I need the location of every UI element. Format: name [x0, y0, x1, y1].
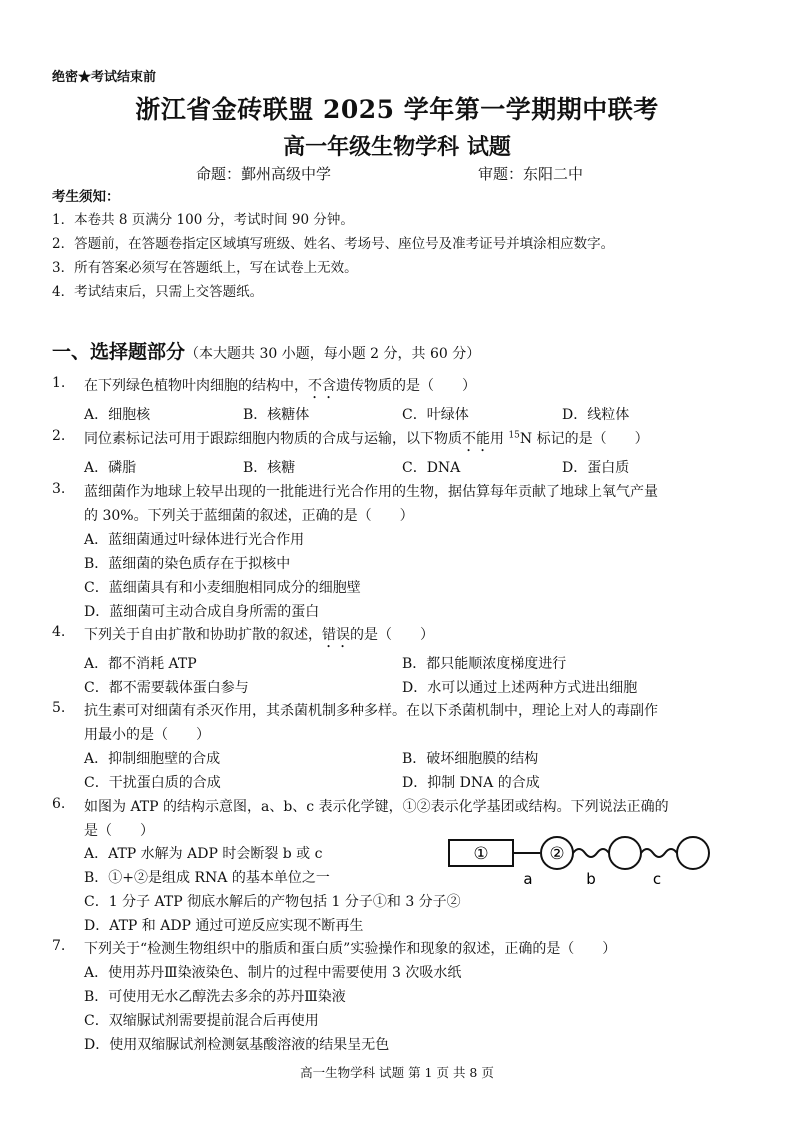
option-b: B．①+②是组成 RNA 的基本单位之一 — [84, 870, 330, 886]
notice-item: 1．本卷共 8 页满分 100 分，考试时间 90 分钟。 — [52, 212, 354, 228]
atp-structure-diagram — [440, 834, 720, 890]
option-a: A．细胞核 — [84, 407, 151, 423]
option-d: D．线粒体 — [562, 407, 630, 423]
bond-a-label: a — [523, 870, 533, 888]
option-c: C．干扰蛋白质的合成 — [84, 775, 221, 791]
option-c: C．DNA — [402, 460, 461, 476]
question-number: 7. — [52, 938, 66, 954]
option-a: A．蓝细菌通过叶绿体进行光合作用 — [84, 532, 305, 548]
question-4-stem: 下列关于自由扩散和协助扩散的叙述，错误的是（ ） — [84, 627, 434, 643]
option-d: D．蓝细菌可主动合成自身所需的蛋白 — [84, 604, 320, 620]
bond-b — [573, 849, 609, 857]
option-c: C．1 分子 ATP 彻底水解后的产物包括 1 分子①和 3 分子② — [84, 894, 461, 910]
option-a: A．都不消耗 ATP — [84, 656, 197, 672]
notice-item: 4．考试结束后，只需上交答题纸。 — [52, 284, 264, 300]
option-a: A．ATP 水解为 ADP 时会断裂 b 或 c — [84, 846, 323, 862]
question-number: 2. — [52, 428, 66, 444]
question-1-stem: 在下列绿色植物叶肉细胞的结构中，不含遗传物质的是（ ） — [84, 378, 476, 394]
question-2-stem: 同位素标记法可用于跟踪细胞内物质的合成与运输，以下物质不能用 $^{15}$N 标记的是（ ） — [84, 430, 649, 447]
question-6-stem-line1: 如图为 ATP 的结构示意图，a、b、c 表示化学键，①②表示化学基团或结构。下列说法正确的 — [84, 799, 669, 815]
section-title-sub: （本大题共 30 小题，每小题 2 分，共 60 分） — [185, 346, 481, 362]
option-b: B．都只能顺浓度梯度进行 — [402, 656, 567, 672]
question-3-stem-line2: 的 30%。下列关于蓝细菌的叙述，正确的是（ ） — [84, 508, 414, 524]
secret-mark: 绝密★考试结束前 — [52, 70, 157, 85]
option-b: B．蓝细菌的染色质存在于拟核中 — [84, 556, 291, 572]
question-7-stem: 下列关于“检测生物组织中的脂质和蛋白质”实验操作和现象的叙述，正确的是（ ） — [84, 941, 617, 957]
option-d: D．使用双缩脲试剂检测氨基酸溶液的结果呈无色 — [84, 1037, 390, 1053]
emphasis: 错误 — [322, 627, 350, 643]
page-footer: 高一生物学科 试题 第 1 页 共 8 页 — [300, 1065, 494, 1080]
author-label: 命题：鄞州高级中学 — [196, 165, 332, 183]
emphasis: 不能 — [462, 431, 490, 447]
section-title — [52, 337, 480, 364]
bond-b-label: b — [586, 870, 596, 888]
reviewer-label: 审题：东阳二中 — [478, 165, 584, 183]
phosphate-3 — [677, 837, 709, 869]
author-line — [196, 163, 584, 184]
exam-title: 浙江省金砖联盟 2025 学年第一学期期中联考 — [135, 95, 659, 124]
option-d: D．ATP 和 ADP 通过可逆反应实现不断再生 — [84, 918, 364, 934]
question-5-stem-line1: 抗生素可对细菌有杀灭作用，其杀菌机制多种多样。在以下杀菌机制中，理论上对人的毒副作 — [84, 703, 658, 719]
notice-item: 2．答题前，在答题卷指定区域填写班级、姓名、考场号、座位号及准考证号并填涂相应数字。 — [52, 236, 615, 252]
option-b: B．可使用无水乙醇洗去多余的苏丹Ⅲ染液 — [84, 989, 346, 1005]
bond-c — [641, 849, 677, 857]
section-title-main: 一、选择题部分 — [52, 341, 186, 363]
option-a: A．磷脂 — [84, 460, 137, 476]
option-b: B．核糖 — [243, 460, 296, 476]
notice-heading: 考生须知： — [52, 189, 120, 205]
option-b: B．破坏细胞膜的结构 — [402, 751, 539, 767]
option-d: D．水可以通过上述两种方式进出细胞 — [402, 680, 638, 696]
option-d: D．抑制 DNA 的合成 — [402, 775, 540, 791]
option-a: A．抑制细胞壁的合成 — [84, 751, 221, 767]
question-number: 1. — [52, 375, 66, 391]
group-2-label: ② — [549, 844, 565, 864]
question-3-stem-line1: 蓝细菌作为地球上较早出现的一批能进行光合作用的生物，据估算每年贡献了地球上氧气产量 — [84, 484, 658, 500]
question-6-stem-line2: 是（ ） — [84, 823, 154, 839]
notice-item: 3．所有答案必须写在答题纸上，写在试卷上无效。 — [52, 260, 358, 276]
option-c: C．叶绿体 — [402, 407, 469, 423]
question-5-stem-line2: 用最小的是（ ） — [84, 727, 210, 743]
emphasis: 不含 — [308, 378, 336, 394]
question-number: 5. — [52, 700, 66, 716]
option-c: C．双缩脲试剂需要提前混合后再使用 — [84, 1013, 319, 1029]
isotope-superscript: 15 — [508, 430, 520, 441]
option-d: D．蛋白质 — [562, 460, 630, 476]
option-a: A．使用苏丹Ⅲ染液染色、制片的过程中需要使用 3 次吸水纸 — [84, 965, 462, 981]
question-number: 6. — [52, 796, 66, 812]
question-number: 4. — [52, 624, 66, 640]
bond-c-label: c — [652, 870, 662, 888]
group-1-label: ① — [473, 844, 489, 864]
option-c: C．蓝细菌具有和小麦细胞相同成分的细胞壁 — [84, 580, 361, 596]
exam-subtitle: 高一年级生物学科 试题 — [283, 134, 511, 160]
option-c: C．都不需要载体蛋白参与 — [84, 680, 249, 696]
option-b: B．核糖体 — [243, 407, 310, 423]
phosphate-2 — [609, 837, 641, 869]
question-number: 3. — [52, 481, 66, 497]
